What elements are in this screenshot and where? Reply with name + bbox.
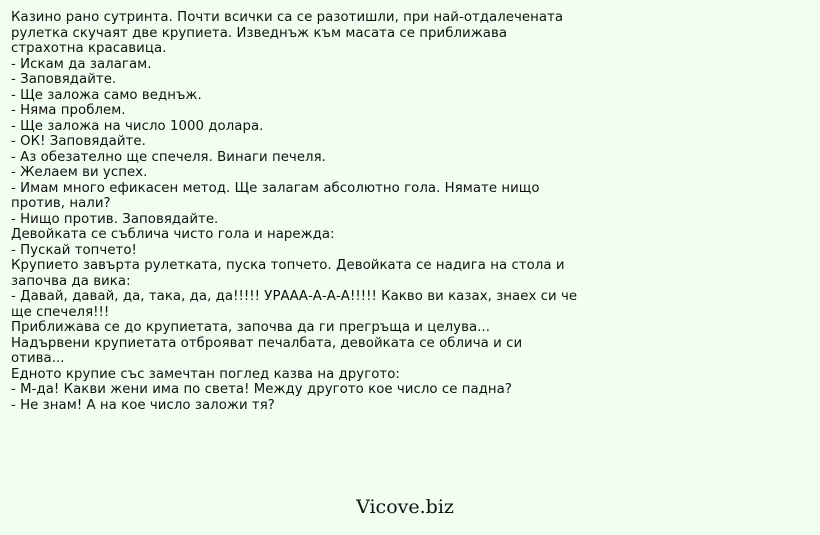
joke-line: - Няма проблем. [11,103,126,118]
joke-line: - ОК! Заповядайте. [11,134,146,149]
joke-line: - Аз обезателно ще спечеля. Винаги печеля. [11,149,326,165]
joke-line: - Не знам! А на кое число заложи тя? [11,397,275,413]
joke-text [11,10,579,413]
joke-line: - Давай, давай, да, така, да, да!!!!! УРААА-А-А-А!!!!! Какво ви казах, знаех си че ще спечеля!!! [11,289,578,320]
joke-line: - Имам много ефикасен метод. Ще залагам абсолютно гола. Нямате нищо против, нали? [11,180,540,211]
joke-line: - Пускай топчето! [11,242,137,258]
site-watermark: Vicove.biz [356,496,454,518]
joke-line: Приближава се до крупиетата, започва да ги прегръща и целува... [11,320,490,335]
joke-line: - Желаем ви успех. [11,165,148,180]
joke-line: - Ще заложа на число 1000 долара. [11,118,264,134]
joke-line: - М-да! Какви жени има по света! Между другото кое число се падна? [11,382,512,397]
joke-line: - Заповядайте. [11,72,117,87]
joke-line: Едното крупие със замечтан поглед казва на другото: [11,366,400,382]
joke-line: - Нищо против. Заповядайте. [11,211,219,227]
joke-line: - Ще заложа само веднъж. [11,87,202,103]
joke-line: Надървени крупиетата отброяват печалбата, девойката се облича и си отива... [11,335,523,366]
joke-line: Девойката се съблича чисто гола и нарежда: [11,227,335,242]
joke-line-intro: Казино рано сутринта. Почти всички са се разотишли, при най-отдалечената рулетка скучаят две крупиета. Изведнъж към масата се приближава страхотна красавица. [11,10,564,56]
joke-line: Крупието завърта рулетката, пуска топчето. Девойката се надига на стола и започва да вика: [11,258,565,289]
joke-line: - Искам да залагам. [11,56,152,72]
